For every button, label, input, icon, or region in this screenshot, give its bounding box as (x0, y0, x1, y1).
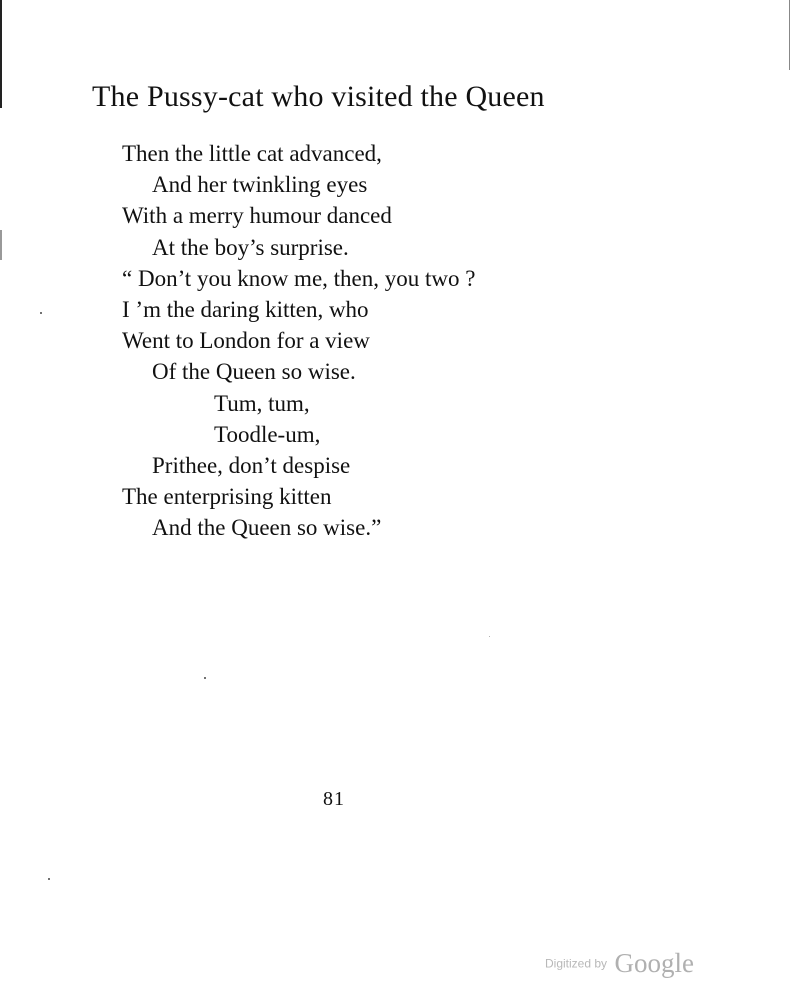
scan-speck (204, 677, 206, 679)
poem-line: The enterprising kitten (122, 484, 332, 510)
poem-line: “ Don’t you know me, then, you two ? (122, 265, 476, 291)
poem-line: Toodle-um, (214, 421, 321, 447)
poem-line: Then the little cat advanced, (122, 141, 382, 166)
scan-edge-left (0, 0, 2, 108)
poem-line: And the Queen so wise.” (152, 515, 382, 541)
poem-line: Prithee, don’t despise (152, 452, 351, 478)
poem-title: The Pussy-cat who visited the Queen (92, 80, 545, 113)
watermark-prefix: Digitized by (545, 956, 608, 971)
poem-body (122, 138, 475, 543)
scan-speck (40, 312, 42, 314)
poem-line: With a merry humour danced (122, 203, 392, 229)
scan-edge-right (789, 0, 790, 70)
digitized-by-google-watermark (545, 948, 694, 979)
poem-line: At the boy’s surprise. (152, 234, 349, 260)
scan-edge-left-mark (0, 230, 2, 260)
poem-line: I ’m the daring kitten, who (122, 296, 369, 322)
scan-speck (48, 878, 50, 880)
google-logo: Google (614, 948, 694, 978)
poem-line: Of the Queen so wise. (152, 359, 356, 385)
page-number: 81 (323, 788, 345, 810)
poem-line: And her twinkling eyes (152, 172, 368, 198)
poem-line: Tum, tum, (214, 390, 310, 416)
poem-line: Went to London for a view (122, 328, 370, 354)
scan-speck (489, 636, 490, 637)
